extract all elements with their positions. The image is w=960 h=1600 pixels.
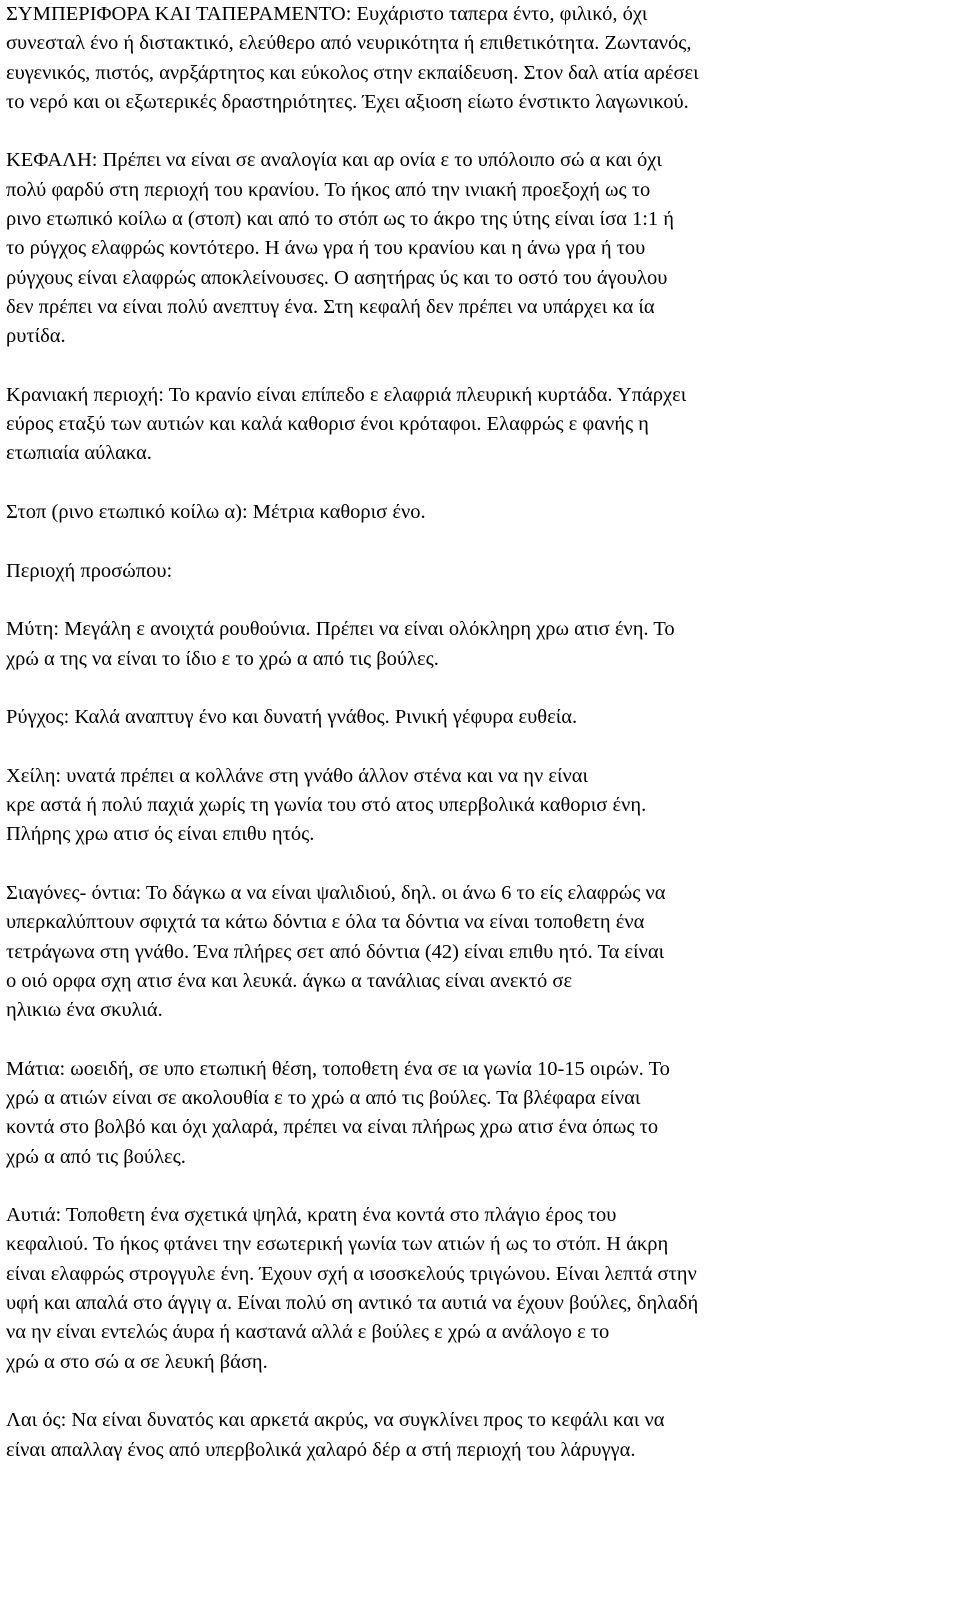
text-line: Κρανιακή περιοχή: Το κρανίο είναι επίπεδο ε ελαφριά πλευρική κυρτάδα. Υπάρχει bbox=[6, 383, 687, 406]
text-line: χρώ α στο σώ α σε λευκή βάση. bbox=[6, 1350, 268, 1373]
text-line: ετωπιαία αύλακα. bbox=[6, 442, 152, 465]
text-line: κοντά στο βολβό και όχι χαλαρά, πρέπει να είναι πλήρως χρω ατισ ένα όπως το bbox=[6, 1116, 659, 1139]
paragraph-stop bbox=[6, 498, 951, 527]
text-line: Μύτη: Μεγάλη ε ανοιχτά ρουθούνια. Πρέπει να είναι ολόκληρη χρω ατισ ένη. Το bbox=[6, 618, 675, 641]
text-line: Σιαγόνες- όντια: Το δάγκω α να είναι ψαλιδιού, δηλ. οι άνω 6 το είς ελαφρώς να bbox=[6, 881, 666, 904]
text-line: Αυτιά: Τοποθετη ένα σχετικά ψηλά, κρατη ένα κοντά στο πλάγιο έρος του bbox=[6, 1204, 617, 1227]
paragraph-facial-region bbox=[6, 557, 951, 586]
text-line: Ρύγχος: Καλά αναπτυγ ένο και δυνατή γνάθος. Ρινική γέφυρα ευθεία. bbox=[6, 706, 578, 729]
text-line: χρώ α από τις βούλες. bbox=[6, 1145, 186, 1168]
paragraph-lips bbox=[6, 762, 951, 850]
paragraph-spacer bbox=[6, 117, 951, 146]
text-line: συνεσταλ ένο ή διστακτικό, ελεύθερο από νευρικότητα ή επιθετικότητα. Ζωντανός, bbox=[6, 32, 692, 55]
text-line: ρυτίδα. bbox=[6, 325, 66, 348]
text-line: ρύγχους είναι ελαφρώς αποκλείνουσες. Ο ασητήρας ύς και το οστό του άγουλου bbox=[6, 266, 668, 289]
paragraph-spacer bbox=[6, 352, 951, 381]
text-line: ΣΥΜΠΕΡΙΦΟΡΑ ΚΑΙ ΤΑΠΕΡΑΜΕΝΤΟ: Ευχάριστο ταπερα έντο, φιλικό, όχι bbox=[6, 3, 648, 25]
paragraph-spacer bbox=[6, 732, 951, 761]
text-line: το νερό και οι εξωτερικές δραστηριότητες. Έχει αξιοση είωτο ένστικτο λαγωνικού. bbox=[6, 90, 689, 113]
text-line: Λαι ός: Να είναι δυνατός και αρκετά ακρύς, να συγκλίνει προς το κεφάλι και να bbox=[6, 1409, 665, 1432]
paragraph-spacer bbox=[6, 586, 951, 615]
paragraph-jaws-teeth bbox=[6, 879, 951, 1025]
paragraph-spacer bbox=[6, 469, 951, 498]
paragraph-spacer bbox=[6, 1172, 951, 1201]
text-line: τετράγωνα στη γνάθο. Ένα πλήρες σετ από δόντια (42) είναι επιθυ ητό. Τα είναι bbox=[6, 940, 665, 963]
text-line: να ην είναι εντελώς άυρα ή καστανά αλλά ε βούλες ε χρώ α ανάλογο ε το bbox=[6, 1321, 610, 1344]
text-line: πολύ φαρδύ στη περιοχή του κρανίου. Το ήκος από την ινιακή προεξοχή ως το bbox=[6, 178, 651, 201]
text-line: Στοπ (ρινο ετωπικό κοίλω α): Μέτρια καθορισ ένο. bbox=[6, 501, 426, 524]
text-line: υπερκαλύπτουν σφιχτά τα κάτω δόντια ε όλα τα δόντια να είναι τοποθετη ένα bbox=[6, 911, 645, 934]
text-line: Περιοχή προσώπου: bbox=[6, 559, 173, 582]
paragraph-spacer bbox=[6, 674, 951, 703]
paragraph-neck bbox=[6, 1406, 951, 1465]
paragraph-spacer bbox=[6, 1025, 951, 1054]
text-line: δεν πρέπει να είναι πολύ ανεπτυγ ένα. Στη κεφαλή δεν πρέπει να υπάρχει κα ία bbox=[6, 295, 655, 318]
text-line: είναι απαλλαγ ένος από υπερβολικά χαλαρό δέρ α στή περιοχή του λάρυγγα. bbox=[6, 1438, 636, 1461]
paragraph-head bbox=[6, 146, 951, 351]
text-line: ο οιό ορφα σχη ατισ ένα και λευκά. άγκω α τανάλιας είναι ανεκτό σε bbox=[6, 969, 573, 992]
text-line: Μάτια: ωοειδή, σε υπο ετωπική θέση, τοποθετη ένα σε ια γωνία 10-15 οιρών. Το bbox=[6, 1057, 670, 1080]
text-line: χρώ α της να είναι το ίδιο ε το χρώ α από τις βούλες. bbox=[6, 647, 439, 670]
text-line: εύρος εταξύ των αυτιών και καλά καθορισ ένοι κρόταφοι. Ελαφρώς ε φανής η bbox=[6, 413, 649, 436]
text-line: είναι ελαφρώς στρογγυλε ένη. Έχουν σχή α ισοσκελούς τριγώνου. Είναι λεπτά στην bbox=[6, 1262, 697, 1285]
paragraph-cranial-region bbox=[6, 381, 951, 469]
text-line: κρε αστά ή πολύ παχιά χωρίς τη γωνία του στό ατος υπερβολικά καθορισ ένη. bbox=[6, 794, 647, 817]
text-line: ηλικιω ένα σκυλιά. bbox=[6, 999, 163, 1022]
document-page bbox=[6, 0, 951, 1465]
paragraph-spacer bbox=[6, 850, 951, 879]
text-line: Χείλη: υνατά πρέπει α κολλάνε στη γνάθο άλλον στένα και να ην είναι bbox=[6, 764, 589, 787]
text-line: χρώ α ατιών είναι σε ακολουθία ε το χρώ α από τις βούλες. Τα βλέφαρα είναι bbox=[6, 1086, 641, 1109]
text-line: ρινο ετωπικό κοίλω α (στοπ) και από το στόπ ως το άκρο της ύτης είναι ίσα 1:1 ή bbox=[6, 208, 675, 231]
text-line: κεφαλιού. Το ήκος φτάνει την εσωτερική γωνία των ατιών ή ως το στόπ. Η άκρη bbox=[6, 1233, 669, 1256]
document-body bbox=[6, 0, 951, 1465]
paragraph-muzzle bbox=[6, 703, 951, 732]
text-line: υφή και απαλά στο άγγιγ α. Είναι πολύ ση αντικό τα αυτιά να έχουν βούλες, δηλαδή bbox=[6, 1292, 699, 1315]
paragraph-spacer bbox=[6, 527, 951, 556]
text-line: ΚΕΦΑΛΗ: Πρέπει να είναι σε αναλογία και αρ ονία ε το υπόλοιπο σώ α και όχι bbox=[6, 149, 662, 172]
paragraph-eyes bbox=[6, 1055, 951, 1172]
paragraph-temperament bbox=[6, 0, 951, 117]
paragraph-spacer bbox=[6, 1377, 951, 1406]
paragraph-nose bbox=[6, 615, 951, 674]
paragraph-ears bbox=[6, 1201, 951, 1377]
text-line: ευγενικός, πιστός, ανρξάρτητος και εύκολος στην εκπαίδευση. Στον δαλ ατία αρέσει bbox=[6, 61, 699, 84]
text-line: το ρύγχος ελαφρώς κοντότερο. Η άνω γρα ή του κρανίου και η άνω γρα ή του bbox=[6, 237, 646, 260]
text-line: Πλήρης χρω ατισ ός είναι επιθυ ητός. bbox=[6, 823, 315, 846]
